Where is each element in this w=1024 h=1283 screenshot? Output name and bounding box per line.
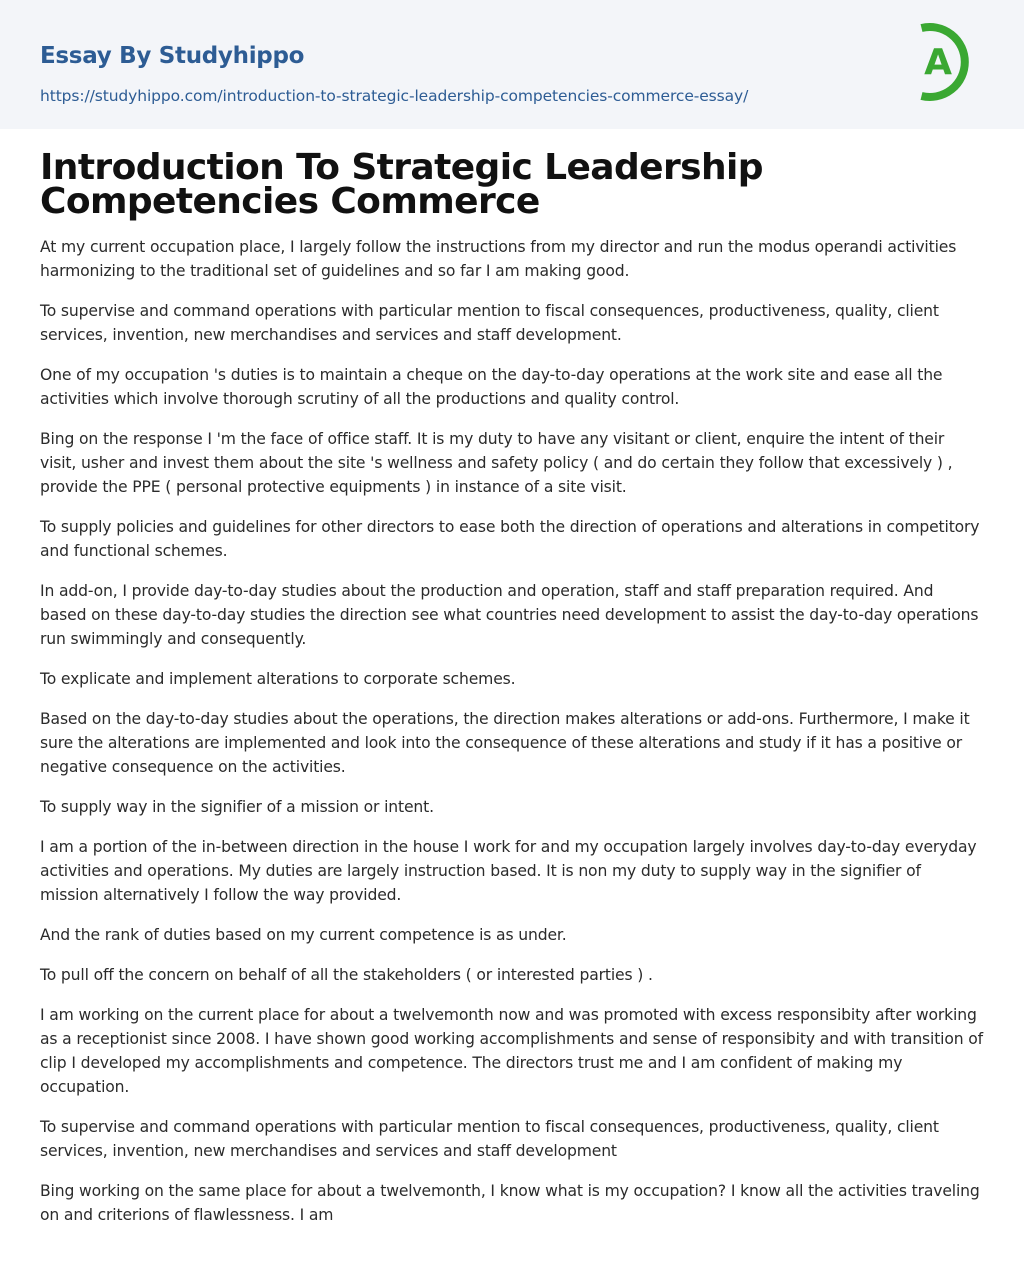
article-title: Introduction To Strategic Leadership Competencies Commerce — [40, 147, 763, 222]
article-paragraph: And the rank of duties based on my current competence is as under. — [40, 926, 567, 944]
article-paragraph: Based on the day-to-day studies about the operations, the direction makes alterations or add-ons. Furthermore, I make it sure the alterations are implemented and look into the consequence of these alterations and study if it has a positive or negative consequence on the activities. — [40, 710, 970, 776]
article-paragraph: One of my occupation 's duties is to maintain a cheque on the day-to-day operations at the work site and ease all the activities which involve thorough scrutiny of all the productions and quality control. — [40, 366, 943, 408]
article-paragraph: To explicate and implement alterations to corporate schemes. — [40, 670, 516, 688]
site-header — [0, 0, 1024, 129]
article-paragraph: I am working on the current place for about a twelvemonth now and was promoted with excess responsibity after working as a receptionist since 2008. I have shown good working accomplishments and sense of responsibity and with transition of clip I developed my accomplishments and competence. The directors trust me and I am confident of making my occupation. — [40, 1006, 984, 1096]
article-paragraph: Bing working on the same place for about a twelvemonth, I know what is my occupation? I know all the activities traveling on and criterions of flawlessness. I am — [40, 1182, 980, 1224]
logo-letter: A — [924, 42, 952, 83]
article-content — [0, 147, 1024, 1227]
article-paragraph: To pull off the concern on behalf of all the stakeholders ( or interested parties ) . — [40, 966, 653, 984]
studyhippo-logo-icon[interactable] — [912, 19, 986, 105]
article-paragraph: To supervise and command operations with particular mention to fiscal consequences, productiveness, quality, client services, invention, new merchandises and services and staff development — [40, 1118, 939, 1160]
article-paragraph: To supply way in the signifier of a mission or intent. — [40, 798, 434, 816]
article-paragraph: To supervise and command operations with particular mention to fiscal consequences, productiveness, quality, client services, invention, new merchandises and services and staff development. — [40, 302, 939, 344]
article-paragraph: Bing on the response I 'm the face of office staff. It is my duty to have any visitant or client, enquire the intent of their visit, usher and invest them about the site 's wellness and safety policy ( and do certain they follow that excessively ) , provide the PPE ( personal protective equipments ) in instance of a site visit. — [40, 430, 953, 496]
article-body — [40, 235, 984, 1227]
article-url-link[interactable]: https://studyhippo.com/introduction-to-strategic-leadership-competencies-commerce-essay/ — [40, 87, 749, 105]
article-paragraph: At my current occupation place, I largely follow the instructions from my director and run the modus operandi activities harmonizing to the traditional set of guidelines and so far I am making good. — [40, 238, 957, 280]
article-paragraph: In add-on, I provide day-to-day studies about the production and operation, staff and staff preparation required. And based on these day-to-day studies the direction see what countries need development to assist the day-to-day operations run swimmingly and consequently. — [40, 582, 979, 648]
article-paragraph: I am a portion of the in-between direction in the house I work for and my occupation largely involves day-to-day everyday activities and operations. My duties are largely instruction based. It is non my duty to supply way in the signifier of mission alternatively I follow the way provided. — [40, 838, 977, 904]
article-paragraph: To supply policies and guidelines for other directors to ease both the direction of operations and alterations in competitory and functional schemes. — [40, 518, 980, 560]
site-brand[interactable]: Essay By Studyhippo — [40, 43, 305, 69]
